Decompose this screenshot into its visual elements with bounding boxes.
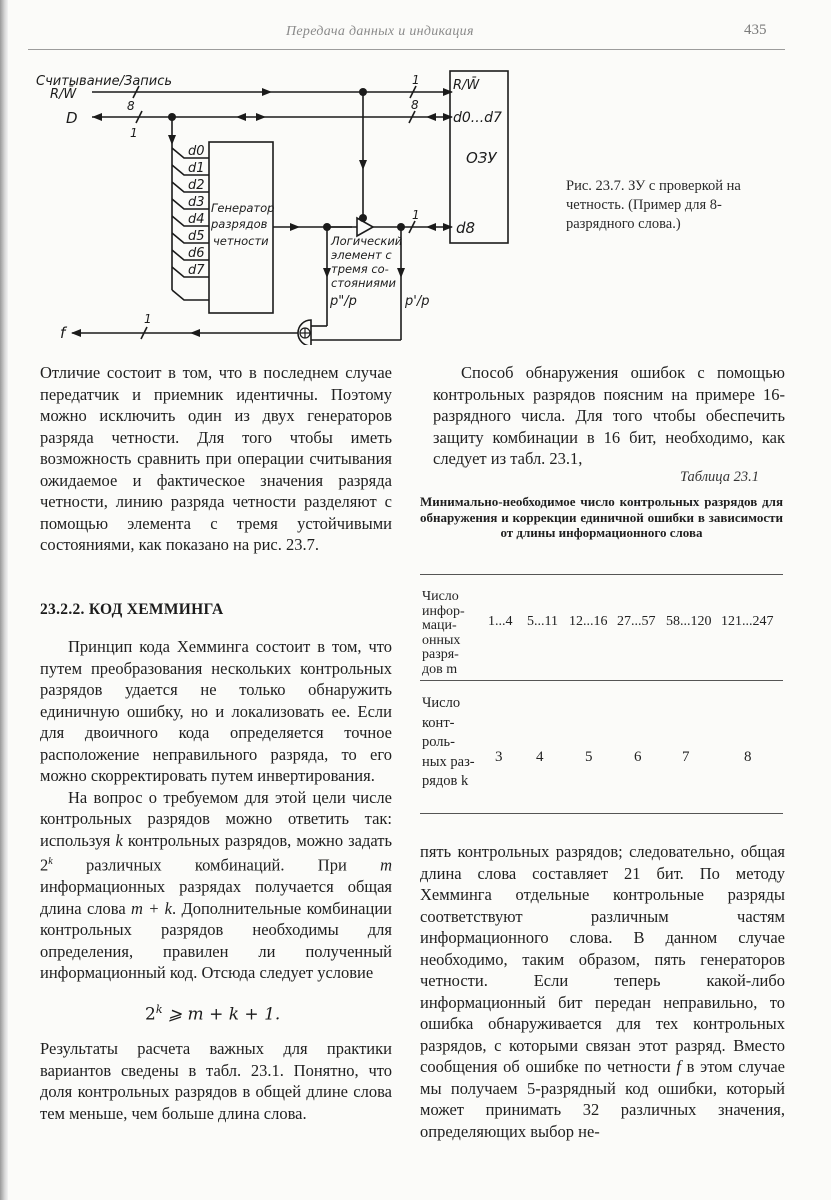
table-cell: 27...57 [617,614,656,629]
label-ram-data: d0...d7 [453,110,502,126]
table-cell: 5...11 [527,614,558,629]
table-row-header-m: Число инфор- маци- онных разря- дов m [422,589,465,677]
label-tristate-3: тремя со- [331,262,389,276]
label-read-write: Считывание/Запись [36,74,173,89]
left-paragraphs-2-3 [40,636,392,984]
label-ram-rw: R/W̄ [453,78,480,93]
left-paragraph-3: На вопрос о требуемом для этой цели числе контрольных разрядов можно ответить так: используя k контрольных разрядов, можно задать 2$^k$ различных комбинаций. При m информационных разрядах получается общая длина слова m + k. Дополнительные комбинации контрольных разрядов необходимы для определения, правилен ли полученный информационный код. Отсюда следует условие [40,787,393,982]
data-left-arrow [92,113,102,121]
table-title: Минимально-необходимое число контрольных разрядов для обнаружения и коррекции единичной ошибки в зависимости от длины информационного слова [420,494,783,540]
svg-text:d6: d6 [188,246,205,261]
page-number: 435 [744,22,767,38]
label-ram: ОЗУ [466,149,497,167]
label-p-actual: p'/p [405,294,430,309]
header-rule [28,49,785,50]
table-cell: 1...4 [488,614,513,629]
rw-mid-arrow [262,88,272,96]
right-paragraph-2: пять контрольных разрядов; следовательно, общая длина слова составляет 21 бит. По методу Хемминга отдельные контрольные разряды соответствуют различным частям информационного слова. В данном случае необходимо, таким образом, пять генераторов четности. Если теперь какой-либо информационный бит передан неправильно, то ошибка обнаруживается для тех контрольных разрядов, с которыми связан этот разряд. Вместо сообщения об ошибке по четности f в этом случае мы получаем 5-разрядный код ошибки, который может принимать 32 различных значения, определяющих выбор не- [420,842,785,1141]
label-data-line: D [66,109,78,127]
hamming-condition-formula: 2$^k$ ⩾ m + k + 1. [145,1003,281,1025]
table-row-header-k: Число конт- роль- ных раз- рядов k [422,695,475,789]
table-cell: 58...120 [666,614,712,629]
figure-caption: Рис. 23.7. ЗУ с проверкой на четность. (Пример для 8-разрядного слова.) [566,178,741,232]
table-cell: 4 [536,749,544,765]
label-ram-parity: d8 [456,219,476,237]
table-cell: 7 [682,749,690,765]
svg-text:d3: d3 [188,195,205,210]
label-ram-data-width: 8 [411,98,419,112]
left-paragraph-4: Результаты расчета важных для практики вариантов сведены в табл. 23.1. Понятно, что доля контрольных разрядов в общей длине слова тем меньше, чем больше длина слова. [40,1039,392,1123]
table-cell: 5 [585,749,593,765]
svg-text:d5: d5 [188,229,205,244]
left-paragraph-1: Отличие состоит в том, что в последнем случае передатчик и приемник идентичны. Поэтому можно исключить один из двух генераторов разряда четности. Для того чтобы иметь возможность сравнить при операции считывания ожидаемое и фактическое значения разряда четности, линию разряда четности разделяют с помощью элемента с тремя устойчивыми состояниями, как показано на рис. 23.7. [40,363,392,554]
generator-input-labels [188,144,205,278]
data-ram-arrow [426,113,436,121]
label-ram-parity-width: 1 [412,208,420,222]
table-cell: 12...16 [569,614,608,629]
svg-text:d4: d4 [188,212,205,227]
label-error-width: 1 [144,312,152,326]
table-cell: 8 [744,749,752,765]
label-p-expected: p"/p [330,294,357,309]
label-generator-1: Генератор [211,201,275,215]
left-paragraph-2: Принцип кода Хемминга состоит в том, что путем преобразования нескольких контрольных разрядов удается не только обнаружить единичную ошибку, но и локализовать ее. Если для двоичного кода определяется точное расположение неправильного разряда, то его можно скорректировать путем инвертирования. [40,637,392,785]
svg-text:d7: d7 [188,263,205,278]
label-tristate-2: элемент с [331,248,392,262]
svg-text:d1: d1 [188,161,205,176]
svg-text:d2: d2 [188,178,205,193]
table-label: Таблица 23.1 [680,469,759,485]
table-top-rule [420,574,783,575]
table-cell: 3 [495,749,503,765]
label-ram-rw-width: 1 [412,73,420,87]
table-cell: 121...247 [721,614,774,629]
label-tristate-1: Логический [331,234,403,248]
table-middle-rule [420,680,783,681]
label-tristate-4: стояниями [331,276,397,290]
svg-text:d0: d0 [188,144,205,159]
label-rw-signal: R/W̄ [50,87,77,102]
label-rw-width: 8 [127,99,135,113]
label-error-output: f [60,324,66,342]
label-generator-3: четности [213,234,269,248]
section-heading: 23.2.2. КОД ХЕММИНГА [40,601,224,618]
table-bottom-rule [420,813,783,814]
label-data-width: 1 [130,126,138,140]
running-head: Передача данных и индикация [286,24,474,39]
table-cell: 6 [634,749,642,765]
right-paragraph-1: Способ обнаружения ошибок с помощью контрольных разрядов поясним на примере 16-разрядного числа. Для того чтобы обеспечить защиту комбинации в 16 бит, необходимо, как следует из табл. 23.1, [433,363,785,468]
label-generator-2: разрядов [211,217,268,231]
